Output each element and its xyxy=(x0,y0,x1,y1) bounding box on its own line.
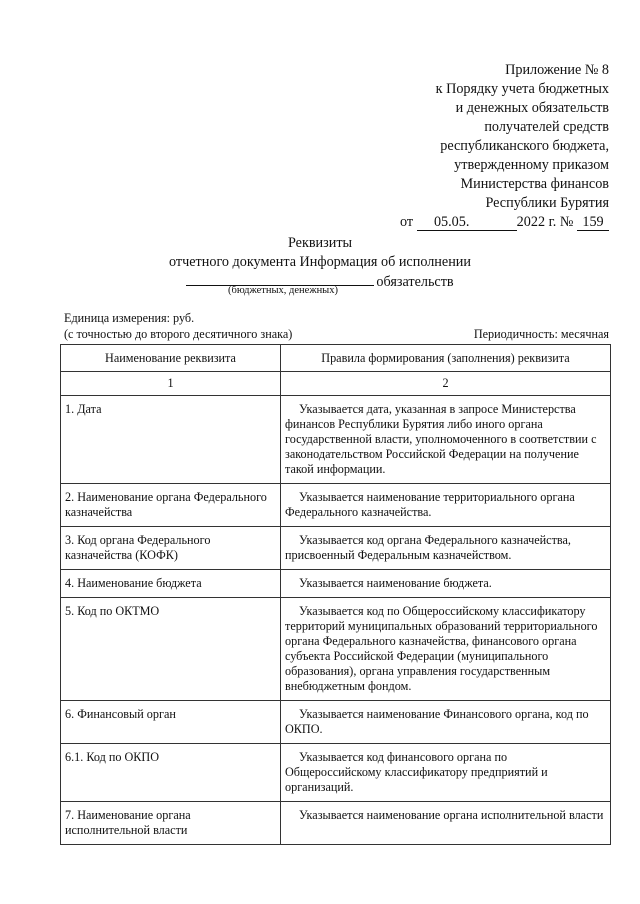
appendix-line: и денежных обязательств xyxy=(455,100,609,116)
requisite-name: 6.1. Код по ОКПО xyxy=(61,744,281,802)
requisite-name: 7. Наименование органа исполнительной власти xyxy=(61,802,281,845)
order-prefix: от xyxy=(400,214,414,230)
requisite-rule: Указывается дата, указанная в запросе Министерства финансов Республики Бурятия либо иного органа государственной власти, уполномоченного в соответствии с законодательством Российской Федерации на получение такой информации. xyxy=(281,396,611,484)
column-number-row xyxy=(61,372,611,396)
requisite-name: 6. Финансовый орган xyxy=(61,701,281,744)
order-number: 159 xyxy=(577,215,609,231)
requisite-rule: Указывается код по Общероссийскому классификатору территорий муниципальных образований территориального органа Федерального казначейства, финансового органа субъекта Российской Федерации (муниципального образования), органа управления государственным внебюджетным фондом. xyxy=(281,598,611,701)
periodicity: Периодичность: месячная xyxy=(473,327,609,341)
order-year-blank xyxy=(487,215,517,231)
table-row xyxy=(61,598,611,701)
order-year-suffix: 2022 г. № xyxy=(516,214,574,230)
appendix-line: республиканского бюджета, xyxy=(440,138,609,154)
table-row xyxy=(61,701,611,744)
column-number: 1 xyxy=(61,372,281,396)
order-date: 05.05. xyxy=(417,215,487,231)
column-number: 2 xyxy=(281,372,611,396)
appendix-line: Республики Бурятия xyxy=(485,195,609,211)
requisite-rule: Указывается наименование территориального органа Федерального казначейства. xyxy=(281,484,611,527)
table-header-row xyxy=(61,345,611,372)
column-header: Наименование реквизита xyxy=(61,345,281,372)
requisite-rule: Указывается наименование бюджета. xyxy=(281,570,611,598)
units-note xyxy=(64,310,292,342)
title-line-1: Реквизиты xyxy=(287,235,353,251)
requisites-table xyxy=(60,344,611,845)
document-title xyxy=(0,234,640,292)
column-header: Правила формирования (заполнения) реквизита xyxy=(281,345,611,372)
requisite-name: 4. Наименование бюджета xyxy=(61,570,281,598)
obligation-type-hint: (бюджетных, денежных) xyxy=(228,285,338,296)
appendix-line: Приложение № 8 xyxy=(505,62,609,78)
units-line-2: (с точностью до второго десятичного знака) xyxy=(64,327,293,341)
table-row xyxy=(61,527,611,570)
table-row xyxy=(61,802,611,845)
units-line-1: Единица измерения: руб. xyxy=(64,311,195,325)
requisite-rule: Указывается наименование Финансового органа, код по ОКПО. xyxy=(281,701,611,744)
requisite-rule: Указывается код финансового органа по Общероссийскому классификатору предприятий и организаций. xyxy=(281,744,611,802)
requisite-rule: Указывается код органа Федерального казначейства, присвоенный Федеральным казначейством. xyxy=(281,527,611,570)
title-line-2: отчетного документа Информация об исполнении xyxy=(169,254,471,270)
title-line-3-suffix: обязательств xyxy=(376,274,454,290)
table-row xyxy=(61,484,611,527)
table-row xyxy=(61,570,611,598)
table-row xyxy=(61,744,611,802)
obligation-type-blank xyxy=(186,272,374,286)
requisite-name: 1. Дата xyxy=(61,396,281,484)
appendix-line: к Порядку учета бюджетных xyxy=(435,81,609,97)
requisite-name: 3. Код органа Федерального казначейства (КОФК) xyxy=(61,527,281,570)
order-reference xyxy=(400,213,609,232)
requisite-name: 5. Код по ОКТМО xyxy=(61,598,281,701)
appendix-line: Министерства финансов xyxy=(460,176,609,192)
requisite-name: 2. Наименование органа Федерального казначейства xyxy=(61,484,281,527)
table-row xyxy=(61,396,611,484)
requisite-rule: Указывается наименование органа исполнительной власти xyxy=(281,802,611,845)
appendix-line: получателей средств xyxy=(484,119,609,135)
appendix-line: утвержденному приказом xyxy=(454,157,609,173)
appendix-header xyxy=(400,61,609,232)
